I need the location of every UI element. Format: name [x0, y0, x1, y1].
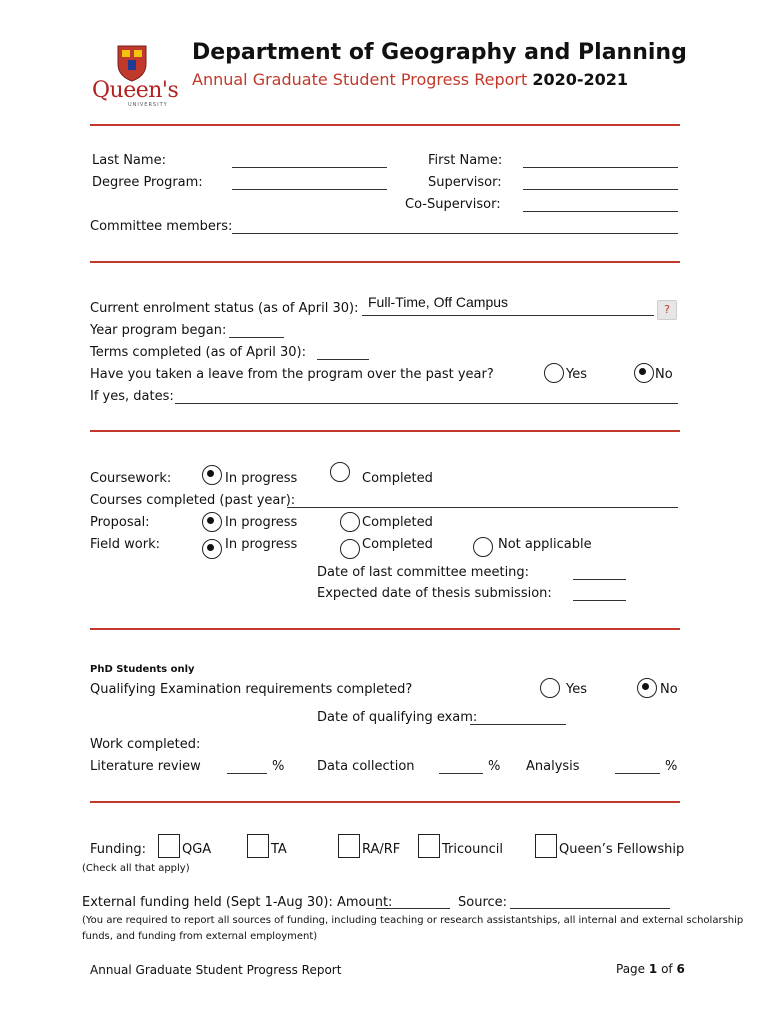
- coursework-in-progress-label: In progress: [225, 471, 298, 486]
- queens-logo: [92, 44, 179, 108]
- data-collection-field[interactable]: [439, 773, 483, 774]
- funding-ra-label: RA/RF: [362, 842, 401, 857]
- terms-completed-field[interactable]: [317, 359, 369, 360]
- crest-icon: [116, 44, 148, 82]
- phd-heading: PhD Students only: [90, 664, 195, 675]
- year-began-field[interactable]: [229, 337, 284, 338]
- data-collection-percent: %: [488, 759, 501, 774]
- page-number: [616, 962, 685, 976]
- field-work-completed-label: Completed: [362, 537, 433, 552]
- funding-ta-checkbox[interactable]: [247, 834, 269, 858]
- committee-label: Committee members:: [90, 219, 233, 234]
- external-funding-label: External funding held (Sept 1-Aug 30): Amount:: [82, 895, 393, 910]
- courses-completed-field[interactable]: [287, 507, 678, 508]
- divider: [90, 261, 680, 263]
- funding-label: Funding:: [90, 842, 146, 857]
- divider: [90, 124, 680, 126]
- proposal-in-progress-radio[interactable]: [202, 512, 222, 532]
- coursework-in-progress-radio[interactable]: [202, 465, 222, 485]
- literature-review-label: Literature review: [90, 759, 201, 774]
- leave-dates-field[interactable]: [175, 403, 678, 404]
- qualifying-yes-radio[interactable]: [540, 678, 560, 698]
- page-title: Department of Geography and Planning: [192, 40, 687, 65]
- last-meeting-field[interactable]: [573, 579, 626, 580]
- courses-completed-label: Courses completed (past year):: [90, 493, 296, 508]
- field-work-completed-radio[interactable]: [340, 539, 360, 559]
- funding-qga-checkbox[interactable]: [158, 834, 180, 858]
- last-name-field[interactable]: [232, 167, 387, 168]
- last-name-label: Last Name:: [92, 153, 166, 168]
- funding-ra-checkbox[interactable]: [338, 834, 360, 858]
- co-supervisor-label: Co-Supervisor:: [405, 197, 501, 212]
- subtitle-text: Annual Graduate Student Progress Report: [192, 70, 528, 89]
- field-work-in-progress-radio[interactable]: [202, 539, 222, 559]
- page-current: 1: [648, 962, 658, 976]
- data-collection-label: Data collection: [317, 759, 415, 774]
- qualifying-yes-label: Yes: [566, 682, 587, 697]
- qualifying-question: Qualifying Examination requirements completed?: [90, 682, 413, 697]
- literature-percent: %: [272, 759, 285, 774]
- year-began-label: Year program began:: [90, 323, 227, 338]
- leave-no-radio[interactable]: [634, 363, 654, 383]
- field-work-in-progress-label: In progress: [225, 537, 298, 552]
- divider: [90, 801, 680, 803]
- proposal-in-progress-label: In progress: [225, 515, 298, 530]
- page-of: of: [661, 962, 673, 976]
- first-name-field[interactable]: [523, 167, 678, 168]
- funding-tricouncil-checkbox[interactable]: [418, 834, 440, 858]
- supervisor-field[interactable]: [523, 189, 678, 190]
- logo-subtext: UNIVERSITY: [128, 102, 168, 108]
- analysis-percent: %: [665, 759, 678, 774]
- field-work-na-label: Not applicable: [498, 537, 592, 552]
- funding-check-note: (Check all that apply): [82, 863, 190, 874]
- coursework-label: Coursework:: [90, 471, 172, 486]
- funding-note-line2: funds, and funding from external employment): [82, 931, 318, 942]
- degree-program-field[interactable]: [232, 189, 387, 190]
- page-subtitle: [192, 70, 628, 89]
- enrolment-help-button[interactable]: ?: [657, 300, 677, 320]
- field-work-na-radio[interactable]: [473, 537, 493, 557]
- thesis-date-label: Expected date of thesis submission:: [317, 586, 552, 601]
- proposal-completed-label: Completed: [362, 515, 433, 530]
- enrolment-status-field[interactable]: [362, 315, 654, 316]
- leave-question: Have you taken a leave from the program over the past year?: [90, 367, 494, 382]
- thesis-date-field[interactable]: [573, 600, 626, 601]
- qualifying-no-label: No: [660, 682, 678, 697]
- proposal-label: Proposal:: [90, 515, 150, 530]
- page-prefix: Page: [616, 962, 646, 976]
- supervisor-label: Supervisor:: [428, 175, 502, 190]
- funding-tricouncil-label: Tricouncil: [442, 842, 503, 857]
- analysis-field[interactable]: [615, 773, 660, 774]
- footer-title: Annual Graduate Student Progress Report: [90, 963, 342, 977]
- qualifying-no-radio[interactable]: [637, 678, 657, 698]
- leave-yes-radio[interactable]: [544, 363, 564, 383]
- literature-review-field[interactable]: [227, 773, 267, 774]
- leave-yes-label: Yes: [566, 367, 587, 382]
- external-amount-field[interactable]: [376, 908, 450, 909]
- exam-date-label: Date of qualifying exam:: [317, 710, 478, 725]
- funding-note-line1: (You are required to report all sources of funding, including teaching or research assistantships, all internal and external scholarship: [82, 915, 744, 926]
- leave-no-label: No: [655, 367, 673, 382]
- work-completed-label: Work completed:: [90, 737, 201, 752]
- page-total: 6: [676, 962, 685, 976]
- field-work-label: Field work:: [90, 537, 160, 552]
- report-year: 2020-2021: [532, 70, 629, 89]
- divider: [90, 628, 680, 630]
- exam-date-field[interactable]: [470, 724, 566, 725]
- last-meeting-label: Date of last committee meeting:: [317, 565, 530, 580]
- co-supervisor-field[interactable]: [523, 211, 678, 212]
- coursework-completed-label: Completed: [362, 471, 433, 486]
- terms-completed-label: Terms completed (as of April 30):: [90, 345, 306, 360]
- funding-fellowship-checkbox[interactable]: [535, 834, 557, 858]
- analysis-label: Analysis: [526, 759, 580, 774]
- enrolment-status-label: Current enrolment status (as of April 30):: [90, 301, 359, 316]
- enrolment-status-value: Full-Time, Off Campus: [368, 294, 509, 310]
- logo-text: Queen's: [92, 78, 179, 103]
- funding-ta-label: TA: [271, 842, 287, 857]
- funding-qga-label: QGA: [182, 842, 212, 857]
- external-source-label: Source:: [458, 895, 508, 910]
- proposal-completed-radio[interactable]: [340, 512, 360, 532]
- committee-field[interactable]: [232, 233, 678, 234]
- leave-dates-label: If yes, dates:: [90, 389, 174, 404]
- divider: [90, 430, 680, 432]
- degree-program-label: Degree Program:: [92, 175, 203, 190]
- external-source-field[interactable]: [510, 908, 670, 909]
- coursework-completed-radio[interactable]: [330, 462, 350, 482]
- first-name-label: First Name:: [428, 153, 503, 168]
- funding-fellowship-label: Queen’s Fellowship: [559, 842, 685, 857]
